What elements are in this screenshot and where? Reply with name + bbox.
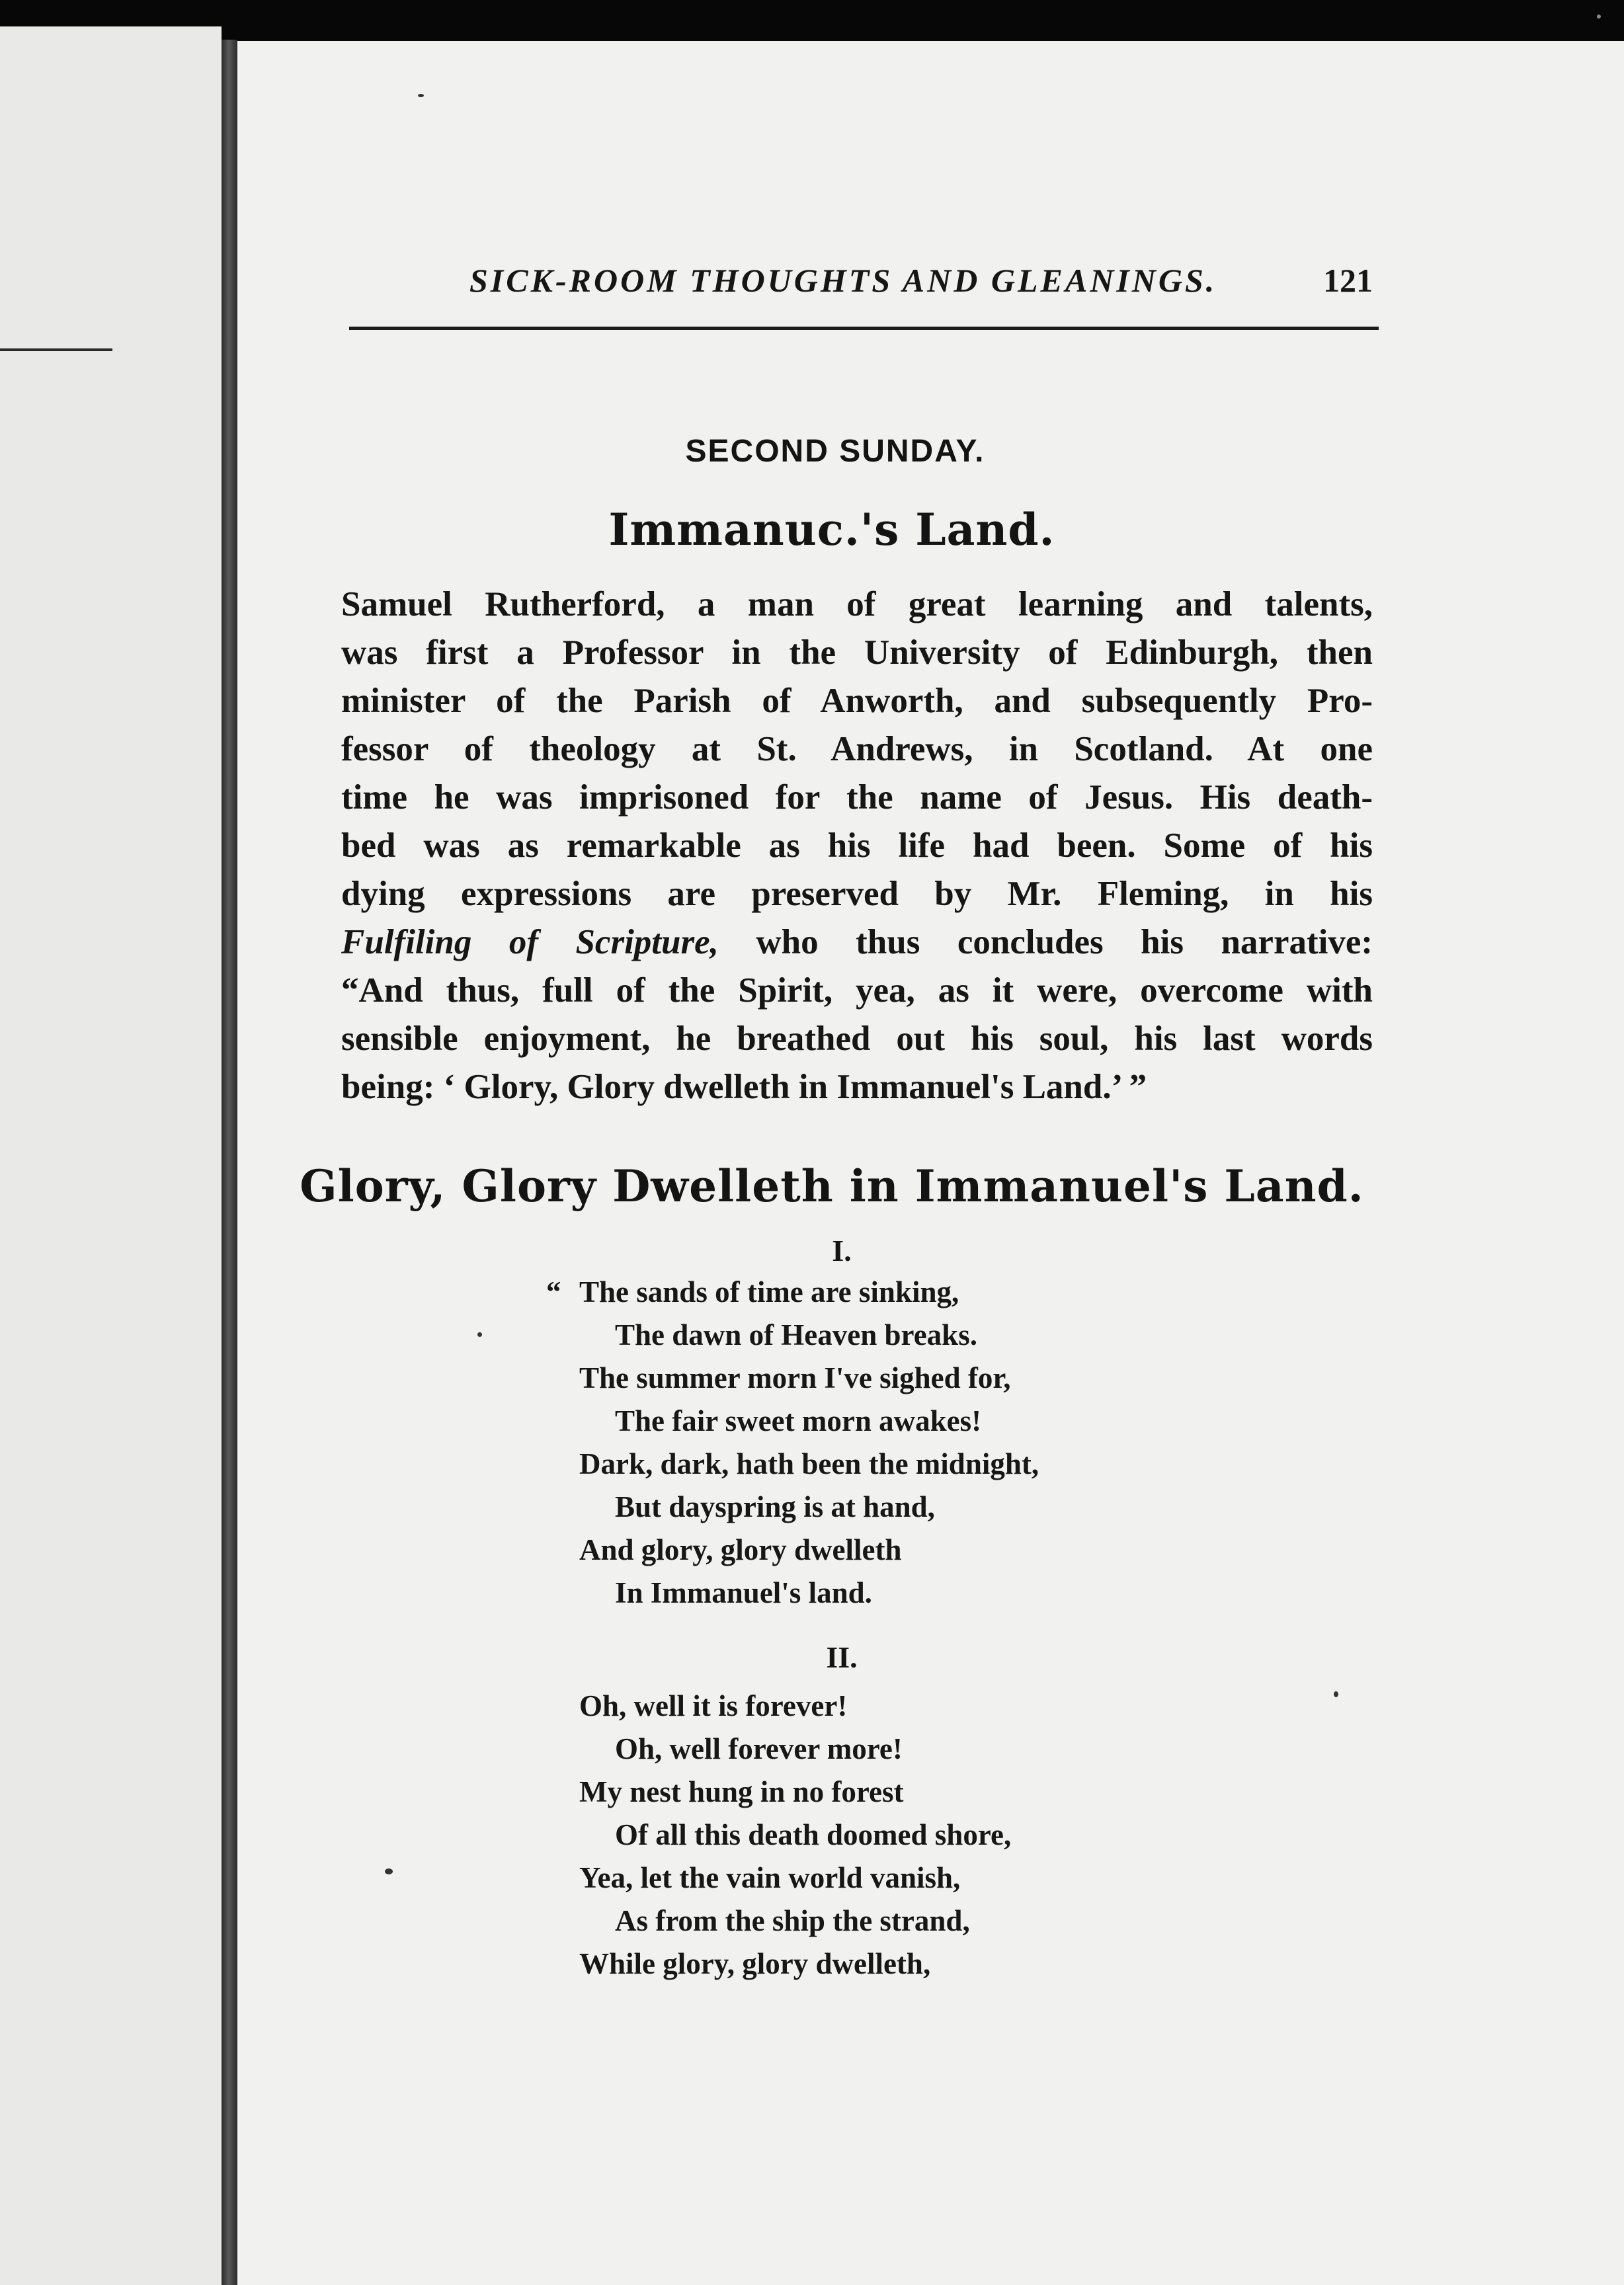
verse-line: My nest hung in no forest xyxy=(579,1775,904,1808)
subject-title: Immanuc.'s Land. xyxy=(608,504,1055,555)
open-quote: “ xyxy=(546,1275,561,1308)
header-rule xyxy=(349,327,1379,330)
prose-line: being: ‘ Glory, Glory dwelleth in Immanuel's Land.’ ” xyxy=(341,1068,1147,1106)
book-title: Fulfiling of Scripture, xyxy=(341,923,719,961)
stanza-numeral: I. xyxy=(832,1234,852,1267)
verse-line: But dayspring is at hand, xyxy=(615,1490,935,1523)
scan-speck xyxy=(477,1332,482,1337)
facing-page-rule xyxy=(0,348,112,351)
scan-speck xyxy=(385,1868,393,1874)
prose-line: fessor of theology at St. Andrews, in Scotland. At one xyxy=(341,730,1373,768)
running-head xyxy=(469,261,1375,307)
prose-paragraph xyxy=(341,581,1373,1111)
stanza-2 xyxy=(579,1685,1240,1985)
facing-page xyxy=(0,26,222,2285)
section-heading: SECOND SUNDAY. xyxy=(685,434,985,469)
verse-line: And glory, glory dwelleth xyxy=(579,1533,902,1566)
stanza-1 xyxy=(546,1271,1240,1615)
verse-line: Yea, let the vain world vanish, xyxy=(579,1861,961,1894)
hymn-title: Glory, Glory Dwelleth in Immanuel's Land. xyxy=(300,1160,1364,1212)
prose-line: was first a Professor in the University of Edinburgh, then xyxy=(341,633,1373,672)
verse-line: The summer morn I've sighed for, xyxy=(579,1361,1011,1394)
stanza-numeral: II. xyxy=(826,1640,858,1674)
verse-line: As from the ship the strand, xyxy=(615,1904,970,1937)
verse-line: The fair sweet morn awakes! xyxy=(615,1404,982,1437)
verse-line: The sands of time are sinking, xyxy=(579,1275,959,1308)
verse-line: The dawn of Heaven breaks. xyxy=(615,1318,977,1351)
prose-line: “And thus, full of the Spirit, yea, as it were, overcome with xyxy=(341,971,1373,1010)
verse-line: Oh, well forever more! xyxy=(615,1732,903,1765)
prose-line-rest: who thus concludes his narrative: xyxy=(756,923,1373,961)
verse-line: While glory, glory dwelleth, xyxy=(579,1947,931,1980)
prose-line: dying expressions are preserved by Mr. Fleming, in his xyxy=(341,875,1373,913)
running-title: SICK-ROOM THOUGHTS AND GLEANINGS. xyxy=(469,262,1217,299)
scan-speck xyxy=(1334,1691,1338,1697)
scan-speck xyxy=(1597,15,1601,19)
prose-line: Samuel Rutherford, a man of great learning and talents, xyxy=(341,585,1373,623)
verse-line: Dark, dark, hath been the midnight, xyxy=(579,1447,1039,1480)
verse-line: Oh, well it is forever! xyxy=(579,1689,848,1722)
prose-line: minister of the Parish of Anworth, and subsequently Pro- xyxy=(341,682,1373,720)
prose-line: bed was as remarkable as his life had been. Some of his xyxy=(341,826,1373,865)
prose-line-with-book-title xyxy=(341,918,1373,967)
verse-line: Of all this death doomed shore, xyxy=(615,1818,1012,1851)
page-number: 121 xyxy=(1323,262,1373,299)
scan-speck xyxy=(418,94,424,97)
verse-line: In Immanuel's land. xyxy=(615,1576,872,1609)
prose-line: time he was imprisoned for the name of Jesus. His death- xyxy=(341,778,1373,817)
prose-line: sensible enjoyment, he breathed out his soul, his last words xyxy=(341,1020,1373,1058)
scan-top-edge xyxy=(0,0,1624,46)
